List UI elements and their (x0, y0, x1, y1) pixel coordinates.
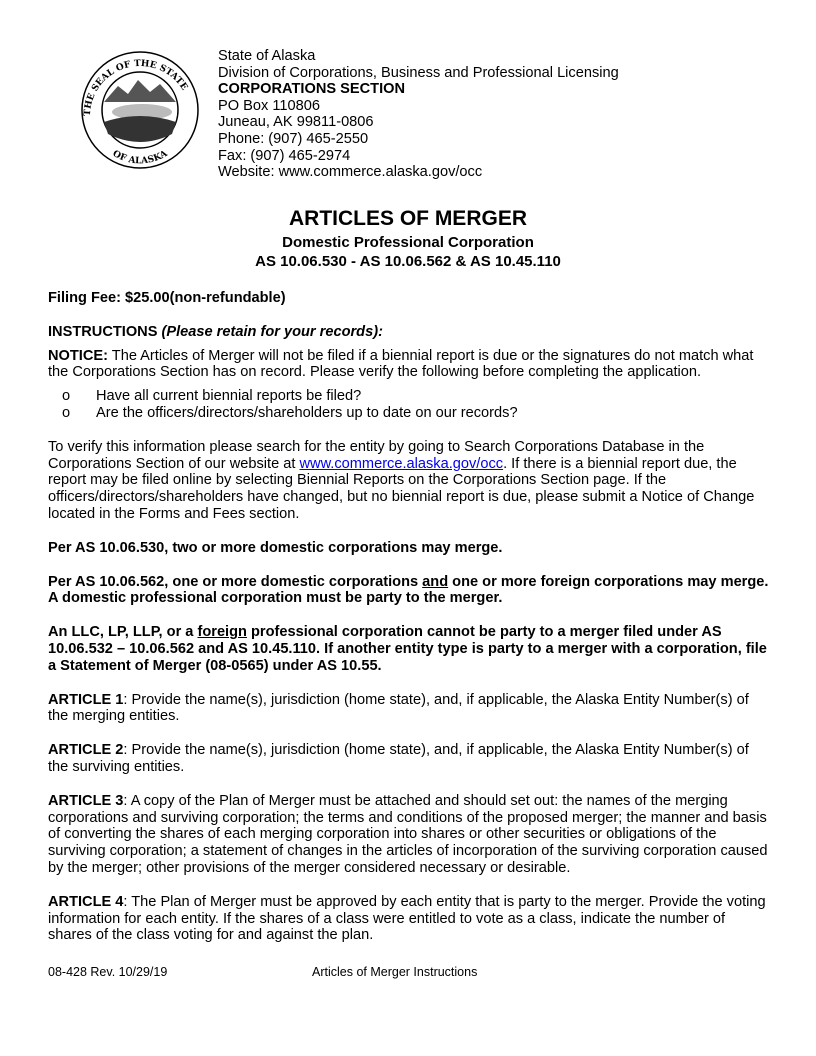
statute-references: AS 10.06.530 - AS 10.06.562 & AS 10.45.110 (255, 253, 561, 270)
phone: Phone: (907) 465-2550 (218, 130, 369, 147)
website: Website: www.commerce.alaska.gov/occ (218, 164, 483, 181)
bullet-marker: o (62, 404, 71, 421)
per-530-paragraph: Per AS 10.06.530, two or more domestic corporations may merge. (48, 539, 503, 556)
page-footer (48, 964, 772, 1000)
verify-paragraph (48, 439, 772, 523)
article-label: ARTICLE 1 (48, 691, 124, 708)
per-562-and: and (422, 573, 449, 590)
state-name: State of Alaska (218, 48, 316, 64)
verify-text-after: . If there is a biennial report due, the report may be filed online by selecting Biennial Reports on the Corporations Section page. If the officers/directors/shareholders have changed, but no biennial report is due, please submit a Notice of Change located in the Forms and Fees section. (48, 455, 755, 522)
filing-fee: Filing Fee: $25.00(non-refundable) (48, 290, 286, 306)
article-text: : A copy of the Plan of Merger must be attached and should set out: the names of the merging corporations and surviving corporation; the terms and conditions of the proposed merger; the manner and basis of converting the shares of each merging corporation into shares or other securities or obligations of the surviving corporation; a statement of changes in the articles of incorporation of the surviving corporation caused by the merger; other provisions of the merger considered necessary or desirable. (48, 792, 768, 876)
instructions-heading (48, 324, 772, 341)
page-subtitle: Domestic Professional Corporation (282, 234, 534, 251)
llc-restriction-paragraph (48, 624, 772, 674)
per-562-text-a: Per AS 10.06.562, one or more domestic corporations (48, 573, 423, 590)
article-label: ARTICLE 3 (48, 792, 124, 809)
footer-form-number: 08-428 Rev. 10/29/19 (48, 965, 168, 980)
seal-text-bottom: OF ALASKA (110, 148, 170, 167)
bullet-marker: o (62, 388, 71, 405)
notice-text: The Articles of Merger will not be filed if a biennial report is due or the signatures do not match what the Corporations Section has on record. Please verify the following before completing the application. (48, 347, 754, 381)
section-name: CORPORATIONS SECTION (218, 81, 406, 98)
bullet-text: Have all current biennial reports be filed? (96, 388, 362, 405)
notice-paragraph (48, 348, 772, 382)
per-562-text-b: one or more foreign corporations may merge. A domestic professional corporation must be party to the merger. (48, 573, 769, 607)
page-title: ARTICLES OF MERGER (288, 207, 527, 230)
per-562-paragraph (48, 574, 772, 608)
bullet-text: Are the officers/directors/shareholders up to date on our records? (96, 404, 518, 421)
article-text: : Provide the name(s), jurisdiction (home state), and, if applicable, the Alaska Entity Number(s) of the merging entities. (48, 691, 749, 725)
po-box: PO Box 110806 (218, 97, 320, 114)
city-state-zip: Juneau, AK 99811-0806 (218, 114, 374, 131)
division-name: Division of Corporations, Business and Professional Licensing (218, 64, 619, 81)
llc-text-b: professional corporation cannot be party to a merger filed under AS 10.06.532 – 10.06.562 and AS 10.45.110. If another entity type is party to a merger with a corporation, file a Statement of Merger (08-0565) under AS 10.55. (48, 624, 767, 674)
seal-text-top: THE SEAL OF THE STATE (82, 58, 190, 117)
article-text: : The Plan of Merger must be approved by each entity that is party to the merger. Provide the voting information for each entity. If the shares of a class were entitled to vote as a class, indicate the number of shares of the class voting for and against the plan. (48, 893, 766, 944)
fax: Fax: (907) 465-2974 (218, 147, 351, 164)
notice-label: NOTICE: (48, 347, 108, 364)
article-3-paragraph (48, 793, 772, 877)
llc-text-a: An LLC, LP, LLP, or a (48, 624, 198, 641)
llc-foreign: foreign (197, 624, 247, 641)
article-label: ARTICLE 2 (48, 742, 124, 759)
commerce-website-link[interactable]: www.commerce.alaska.gov/occ (299, 455, 504, 472)
bullet-item (62, 405, 772, 422)
instructions-note: (Please retain for your records): (161, 323, 383, 340)
bullet-item (62, 388, 772, 405)
article-text: : Provide the name(s), jurisdiction (home state), and, if applicable, the Alaska Entity Number(s) of the surviving entities. (48, 742, 749, 775)
article-2-paragraph (48, 742, 772, 776)
verify-text-before: To verify this information please search for the entity by going to Search Corporations Database in the Corporations Section of our website at (48, 438, 705, 472)
instructions-label: INSTRUCTIONS (48, 323, 162, 340)
article-label: ARTICLE 4 (48, 893, 124, 910)
footer-document-name: Articles of Merger Instructions (312, 965, 478, 980)
article-4-paragraph (48, 894, 772, 944)
article-1-paragraph (48, 692, 772, 726)
